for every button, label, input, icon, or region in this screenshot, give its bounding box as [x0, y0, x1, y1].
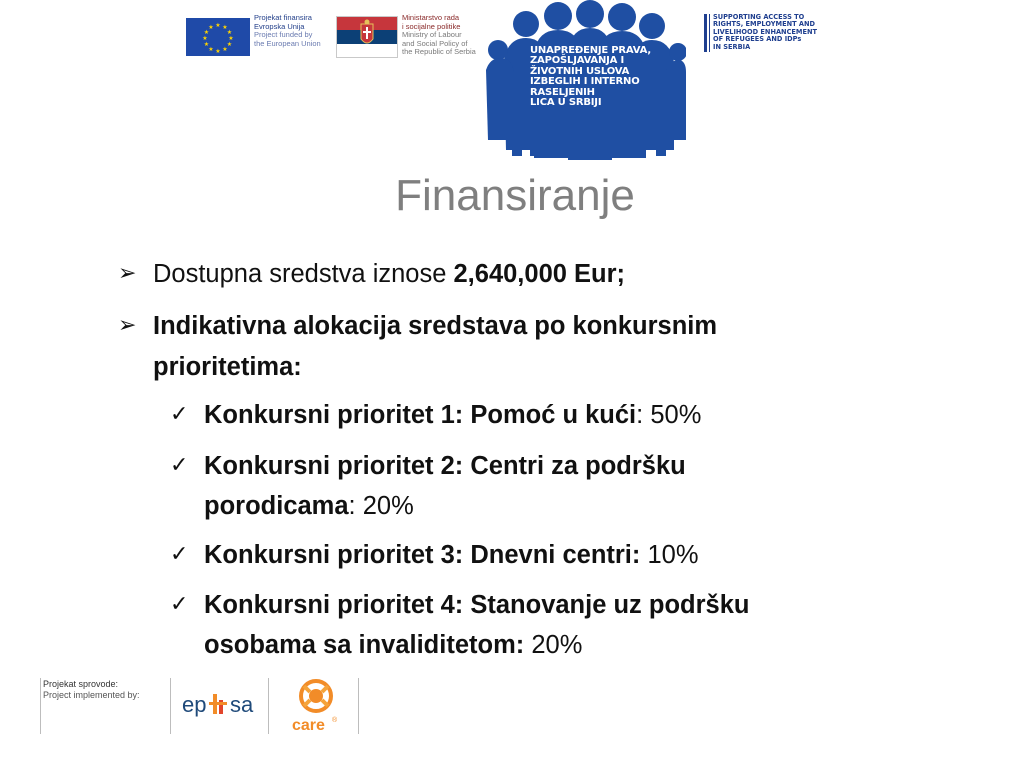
eu-flag-icon [186, 18, 250, 56]
sub-bullet-item [204, 397, 701, 433]
serbia-ministry-logo [336, 14, 486, 56]
footer-divider [40, 678, 41, 734]
sub-bullet-label: osobama sa invaliditetom: [204, 631, 525, 659]
supporting-access-logo [704, 14, 834, 58]
sub-bullet-label: Konkursni prioritet 1: Pomoć u kući [204, 401, 637, 429]
eu-logo [186, 14, 331, 56]
project-line5: RASELJENIH [530, 86, 595, 98]
support-line3: LIVELIHOOD ENHANCEMENT [713, 27, 818, 36]
eptisa-logo [182, 690, 262, 720]
care-text: care [292, 717, 325, 734]
project-line2: ZAPOŠLJAVANJA I [530, 55, 625, 67]
srb-line5: the Republic of Serbia [402, 47, 476, 56]
implementers-footer [0, 672, 400, 732]
checkmark-icon: ✓ [170, 541, 189, 566]
svg-text:★: ★ [203, 29, 210, 36]
sub-bullet-value: 10% [640, 541, 699, 569]
bullet-item: Indikativna alokacija sredstava po konkursnim [153, 312, 718, 340]
svg-text:★: ★ [202, 35, 208, 42]
footer-divider [268, 678, 269, 734]
support-line4: OF REFUGEES AND IDPs [713, 35, 802, 44]
svg-text:★: ★ [226, 29, 233, 36]
support-bar-thin [709, 14, 710, 52]
serbia-ministry-text [402, 14, 484, 57]
eu-line1: Projekat finansira [254, 13, 312, 22]
sub-bullet-item-cont [204, 627, 582, 663]
project-line3: ŽIVOTNIH USLOVA [530, 65, 630, 77]
bullet-text: Dostupna sredstva iznose [153, 260, 454, 288]
eptisa-text-start: ep [182, 692, 207, 717]
sub-bullet-value: : 20% [348, 492, 414, 520]
sub-bullet-item [204, 537, 699, 573]
support-bar [704, 14, 707, 52]
bullet-item-cont: prioritetima: [153, 353, 302, 381]
srb-line3: Ministry of Labour [402, 30, 462, 39]
sub-bullet-label: Konkursni prioritet 3: Dnevni centri: [204, 541, 641, 569]
slide-title: Finansiranje [395, 171, 635, 220]
svg-text:★: ★ [208, 46, 214, 53]
eptisa-text-end: sa [230, 692, 254, 717]
project-line4: IZBEGLIH I INTERNO [530, 76, 640, 88]
srb-line1: Ministarstvo rada [402, 13, 460, 22]
sub-bullet-label: porodicama [204, 492, 349, 520]
svg-text:★: ★ [228, 35, 234, 42]
project-line6: LICA U SRBIJI [530, 97, 602, 109]
checkmark-icon: ✓ [170, 591, 189, 616]
checkmark-icon: ✓ [170, 452, 189, 477]
bullet-item [153, 256, 625, 292]
svg-text:®: ® [332, 717, 338, 724]
eu-line3: Project funded by [254, 30, 313, 39]
implemented-en: Project implemented by: [43, 690, 140, 700]
footer-divider [358, 678, 359, 734]
implemented-by-text [43, 679, 173, 701]
sub-bullet-item: Konkursni prioritet 2: Centri za podršku [204, 452, 686, 480]
implemented-sr: Projekat sprovode: [43, 679, 119, 689]
srb-line4: and Social Policy of [402, 38, 468, 48]
serbia-flag-icon [336, 16, 398, 58]
support-line5: IN SERBIA [713, 42, 751, 51]
eu-line2: Evropska Unija [254, 21, 305, 31]
svg-text:★: ★ [222, 24, 228, 31]
bullet-amount: 2,640,000 Eur; [453, 260, 626, 288]
eu-line4: the European Union [254, 38, 321, 48]
footer-divider [170, 678, 171, 734]
sub-bullet-item-cont [204, 488, 414, 524]
sub-bullet-value: : 50% [636, 401, 702, 429]
srb-line2: i socijalne politike [402, 21, 461, 31]
support-line1: SUPPORTING ACCESS TO [713, 13, 805, 21]
svg-text:★: ★ [208, 24, 214, 31]
svg-text:★: ★ [203, 41, 210, 48]
support-line2: RIGHTS, EMPLOYMENT AND [713, 20, 815, 29]
sub-bullet-value: 20% [524, 631, 583, 659]
svg-text:★: ★ [222, 46, 228, 53]
support-text [713, 14, 833, 51]
logo-bar [0, 0, 1024, 165]
care-logo [286, 678, 346, 734]
checkmark-icon: ✓ [170, 401, 189, 426]
svg-text:★: ★ [215, 48, 221, 55]
eu-text [254, 14, 334, 48]
project-caption [530, 46, 660, 108]
arrow-bullet-icon: ➢ [118, 260, 137, 285]
sub-bullet-item: Konkursni prioritet 4: Stanovanje uz podršku [204, 591, 750, 619]
svg-text:★: ★ [226, 41, 233, 48]
svg-text:★: ★ [215, 22, 221, 29]
project-line1: UNAPREĐENJE PRAVA, [530, 45, 651, 56]
arrow-bullet-icon: ➢ [118, 312, 137, 337]
